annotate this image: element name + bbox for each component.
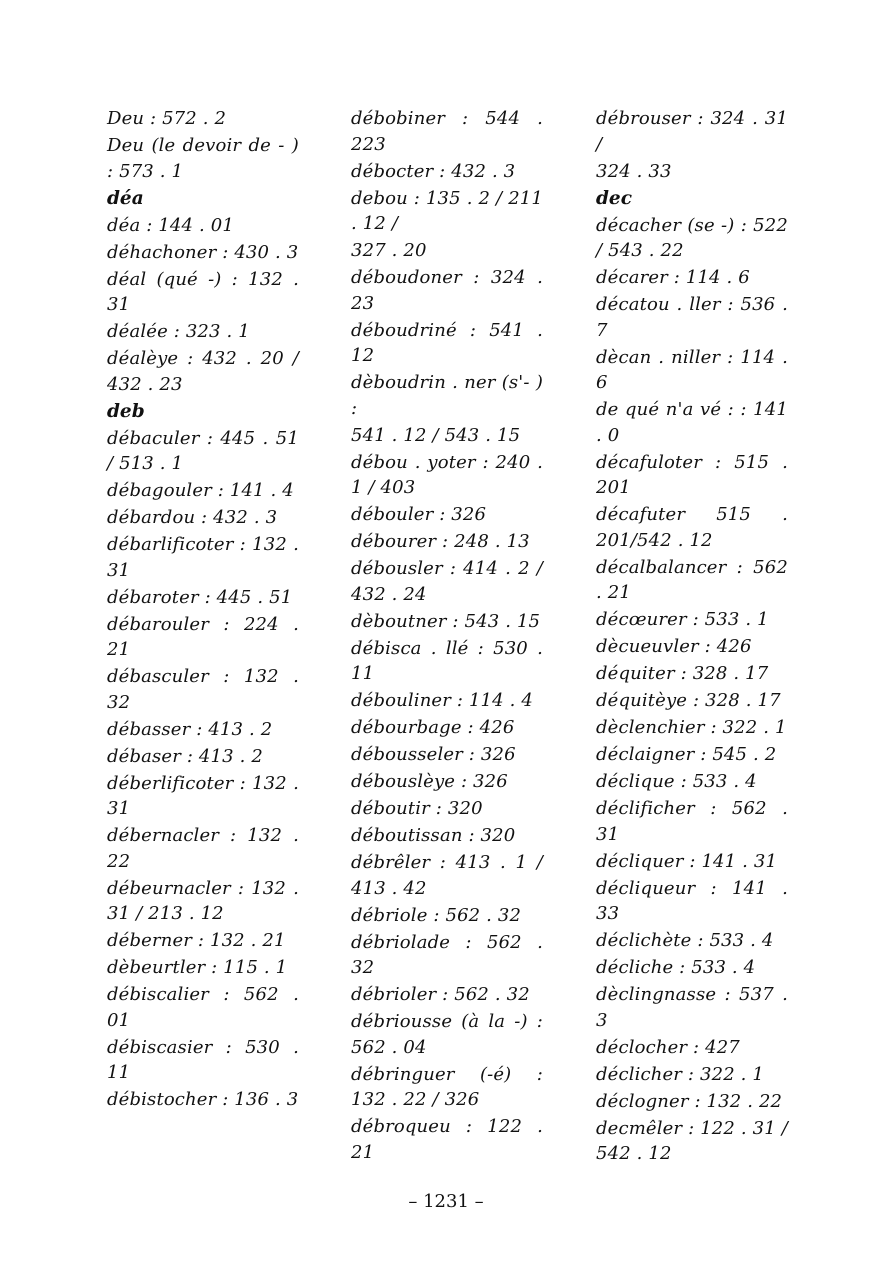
index-entry: décafuloter : 515 . 201 bbox=[596, 451, 788, 498]
index-entry: débarouler : 224 . 21 bbox=[107, 613, 299, 660]
index-entry: déberlificoter : 132 . 31 bbox=[107, 772, 299, 819]
index-entry: déclocher : 427 bbox=[596, 1036, 740, 1058]
index-entry: débasculer : 132 . 32 bbox=[107, 666, 299, 713]
index-entry: Deu : 572 . 2 bbox=[107, 108, 227, 129]
index-column-3 bbox=[596, 106, 788, 1168]
index-entry: débou . yoter : 240 . 1 / 403 bbox=[351, 451, 543, 498]
index-entry: débarlificoter : 132 . 31 bbox=[107, 534, 299, 581]
index-entry: 327 . 20 bbox=[351, 240, 427, 261]
index-entry: dèbeurtler : 115 . 1 bbox=[107, 957, 288, 978]
index-entry: débouslèye : 326 bbox=[351, 771, 508, 792]
index-entry: déclaigner : 545 . 2 bbox=[596, 744, 777, 765]
index-entry: dèboudrin . ner (s'- ) : bbox=[351, 372, 543, 419]
index-entry: débagouler : 141 . 4 bbox=[107, 480, 294, 501]
index-entry: débriousse (à la -) : 562 . 04 bbox=[351, 1011, 543, 1058]
index-entry: débiscalier : 562 . 01 bbox=[107, 984, 299, 1031]
index-entry: de qué n'a vé : : 141 . 0 bbox=[596, 399, 788, 446]
index-entry: déhachoner : 430 . 3 bbox=[107, 241, 299, 263]
index-entry: débrêler : 413 . 1 / 413 . 42 bbox=[351, 852, 543, 899]
index-entry: déclicher : 322 . 1 bbox=[596, 1063, 765, 1085]
index-entry: dècan . niller : 114 . 6 bbox=[596, 346, 788, 393]
index-entry: 324 . 33 bbox=[596, 160, 672, 182]
index-entry: débrouser : 324 . 31 / bbox=[596, 108, 788, 155]
index-entry: décafuter 515 . 201/542 . 12 bbox=[596, 504, 788, 551]
index-entry: débousseler : 326 bbox=[351, 744, 516, 765]
index-entry: débourbage : 426 bbox=[351, 717, 515, 738]
index-entry: déclichète : 533 . 4 bbox=[596, 930, 774, 951]
index-entry: déclogner : 132 . 22 bbox=[596, 1090, 783, 1112]
index-entry: déclificher : 562 . 31 bbox=[596, 798, 788, 845]
index-entry: débobiner : 544 . 223 bbox=[351, 108, 543, 155]
index-entry: débaroter : 445 . 51 bbox=[107, 586, 293, 608]
index-entry: débaser : 413 . 2 bbox=[107, 745, 263, 767]
index-entry: débousler : 414 . 2 / 432 . 24 bbox=[351, 558, 543, 605]
index-entry: dèboutner : 543 . 15 bbox=[351, 610, 541, 632]
index-entry: déboutir : 320 bbox=[351, 798, 483, 819]
index-entry: débringuer (-é) : 132 . 22 / 326 bbox=[351, 1063, 543, 1110]
index-entry: 541 . 12 / 543 . 15 bbox=[351, 424, 521, 446]
index-entry: débernacler : 132 . 22 bbox=[107, 825, 299, 872]
index-entry: débocter : 432 . 3 bbox=[351, 160, 516, 182]
index-entry: débiscasier : 530 . 11 bbox=[107, 1036, 299, 1083]
index-entry: débriolade : 562 . 32 bbox=[351, 931, 543, 978]
index-entry: déberner : 132 . 21 bbox=[107, 930, 286, 951]
index-entry: Deu (le devoir de - ) : 573 . 1 bbox=[107, 135, 299, 182]
index-entry: débriole : 562 . 32 bbox=[351, 904, 522, 926]
index-entry: déquiter : 328 . 17 bbox=[596, 663, 769, 684]
index-entry: décalbalancer : 562 . 21 bbox=[596, 556, 788, 603]
index-entry: décatou . ller : 536 . 7 bbox=[596, 294, 788, 341]
index-entry: déa : 144 . 01 bbox=[107, 214, 234, 236]
index-entry: décacher (se -) : 522 / 543 . 22 bbox=[596, 214, 788, 261]
index-column-1 bbox=[107, 106, 299, 1114]
index-entry: décœurer : 533 . 1 bbox=[596, 609, 769, 630]
index-entry: débistocher : 136 . 3 bbox=[107, 1089, 299, 1110]
index-entry: débeurnacler : 132 . 31 / 213 . 12 bbox=[107, 877, 299, 924]
index-entry: débasser : 413 . 2 bbox=[107, 718, 273, 740]
index-entry: déboudoner : 324 . 23 bbox=[351, 267, 543, 314]
index-entry: débouliner : 114 . 4 bbox=[351, 690, 533, 711]
index-entry: décliqueur : 141 . 33 bbox=[596, 877, 788, 924]
index-entry: débouler : 326 bbox=[351, 504, 487, 525]
index-entry: décarer : 114 . 6 bbox=[596, 267, 750, 288]
index-entry: décliche : 533 . 4 bbox=[596, 957, 756, 978]
index-entry: déquitèye : 328 . 17 bbox=[596, 690, 781, 711]
index-entry: déalée : 323 . 1 bbox=[107, 321, 250, 342]
index-entry: débaculer : 445 . 51 / 513 . 1 bbox=[107, 427, 299, 474]
index-entry: débisca . llé : 530 . 11 bbox=[351, 637, 543, 684]
index-entry: dèclingnasse : 537 . 3 bbox=[596, 984, 788, 1031]
index-entry: déboudriné : 541 . 12 bbox=[351, 319, 543, 366]
index-entry: débardou : 432 . 3 bbox=[107, 507, 278, 528]
section-heading: deb bbox=[107, 400, 145, 422]
index-entry: déalèye : 432 . 20 / 432 . 23 bbox=[107, 348, 299, 395]
index-entry: déal (qué -) : 132 . 31 bbox=[107, 268, 299, 315]
index-entry: débroqueu : 122 . 21 bbox=[351, 1116, 543, 1163]
index-entry: debou : 135 . 2 / 211 . 12 / bbox=[351, 187, 543, 234]
index-entry: déclique : 533 . 4 bbox=[596, 771, 757, 792]
index-entry: débourer : 248 . 13 bbox=[351, 531, 530, 552]
index-entry: déboutissan : 320 bbox=[351, 825, 516, 846]
index-entry: decmêler : 122 . 31 / 542 . 12 bbox=[596, 1117, 788, 1164]
index-entry: décliquer : 141 . 31 bbox=[596, 850, 778, 872]
index-column-2 bbox=[351, 106, 543, 1167]
section-heading: déa bbox=[107, 187, 144, 209]
index-entry: dèclenchier : 322 . 1 bbox=[596, 717, 787, 738]
index-entry: débrioler : 562 . 32 bbox=[351, 984, 530, 1005]
page-number: – 1231 – bbox=[408, 1191, 484, 1212]
index-entry: dècueuvler : 426 bbox=[596, 636, 752, 657]
section-heading: dec bbox=[596, 187, 632, 209]
